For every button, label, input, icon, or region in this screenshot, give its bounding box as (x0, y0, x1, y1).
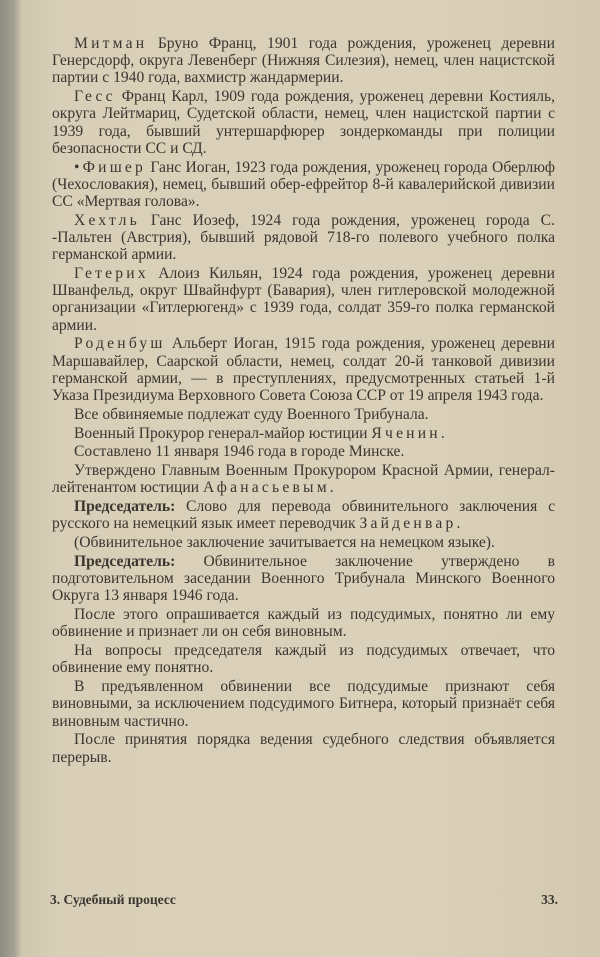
defendant-details: Франц Карл, 1909 года рождения, уроженец деревни Костияль, округа Лейтмариц, Судетской области, немец, член нацистской партии с 1939 года, бывший унтершарфюрер зондеркоманды при полиции безопасности СС и СД. (52, 88, 555, 157)
trial-statement: Все обвиняемые подлежат суду Военного Трибунала. (74, 405, 429, 423)
defendant-paragraph (52, 212, 555, 264)
prosecutor-line (52, 425, 555, 442)
chair-statement-2 (52, 553, 555, 605)
section-title: 3. Судебный процесс (50, 892, 176, 907)
approved-title: Утверждено Главным Военным Прокурором Красной Армии, генерал-лейтенантом юстиции (52, 462, 555, 497)
chair-label: Председатель: (74, 498, 176, 516)
defendant-paragraph (52, 88, 555, 157)
defendant-name: •Фишер (74, 158, 147, 176)
composed-line: Составлено 11 января 1946 года в городе Минске. (74, 443, 405, 461)
break-paragraph: После принятия порядка ведения судебного следствия объявляется перерыв. (52, 731, 555, 766)
defendant-name: Хехтль (74, 211, 140, 229)
prosecutor-title: Военный Прокурор генерал-майор юстиции (74, 424, 372, 442)
answer-paragraph: На вопросы председателя каждый из подсудимых отвечает, что обвинение ему понятно. (52, 642, 555, 677)
defendant-name: Митман (74, 35, 148, 52)
defendant-details: Бруно Франц, 1901 года рождения, уроженец деревни Генерсдорф, округа Левенберг (Нижняя Силезия), немец, член нацистской партии с 1940 года, вахмистр жандармерии. (52, 35, 555, 87)
approved-line (52, 462, 555, 496)
plea-paragraph: В предъявленном обвинении все подсудимые признают себя виновными, за исключением подсудимого Битнера, который признаёт себя виновным частично. (52, 678, 555, 730)
chair-text: Обвинительное заключение утверждено в подготовительном заседании Военного Трибунала Минского Военного Округа 13 января 1946 года. (52, 553, 555, 605)
defendant-paragraph (52, 265, 555, 334)
defendant-paragraph (52, 335, 555, 404)
prosecutor-name: Яченин. (371, 424, 448, 442)
defendant-name: Гетерих (74, 265, 149, 283)
defendant-details: Ганс Иозеф, 1924 года рождения, уроженец города С. -Пальтен (Австрия), бывший рядовой 718-го полевого учебного полка германской армии. (52, 211, 555, 264)
chair-statement-1 (52, 498, 555, 532)
defendant-details: Ганс Иоган, 1923 года рождения, уроженец города Оберлюф (Чехословакия), немец, бывший обер-ефрейтор 8-й кавалерийской дивизии СС «Мертвая голова». (52, 158, 555, 211)
document-page (52, 35, 555, 767)
reading-note: (Обвинительное заключение зачитывается на немецком языке). (74, 534, 495, 552)
defendant-details: Алоиз Кильян, 1924 года рождения, уроженец деревни Шванфельд, округ Швайнфурт (Бавария), член гитлеровской молодежной организации «Гитлерюгенд» с 1939 года, солдат 359-го полка германской армии. (52, 265, 555, 334)
approver-name: Афанасьевым. (202, 479, 337, 497)
questioning-paragraph: После этого опрашивается каждый из подсудимых, понятно ли ему обвинение и признает ли он себя виновным. (52, 606, 555, 641)
chair-text: Слово для перевода обвинительного заключения с русского на немецкий язык имеет переводчик (52, 498, 555, 533)
defendant-details: Альберт Иоган, 1915 года рождения, уроженец деревни Маршавайлер, Саарской области, немец, солдат 20-й танковой дивизии германской армии, — в преступлениях, предусмотренных статьей 1-й Указа Президиума Верховного Совета Союза ССР от 19 апреля 1943 года. (52, 335, 555, 405)
defendant-name: Роденбуш (74, 335, 166, 353)
chair-label: Председатель: (74, 553, 176, 571)
defendant-paragraph (52, 35, 555, 87)
page-number: 33. (541, 892, 558, 907)
defendant-paragraph (52, 159, 555, 211)
translator-name: Зайденвар. (359, 515, 464, 533)
defendant-name: Гесс (74, 88, 116, 106)
